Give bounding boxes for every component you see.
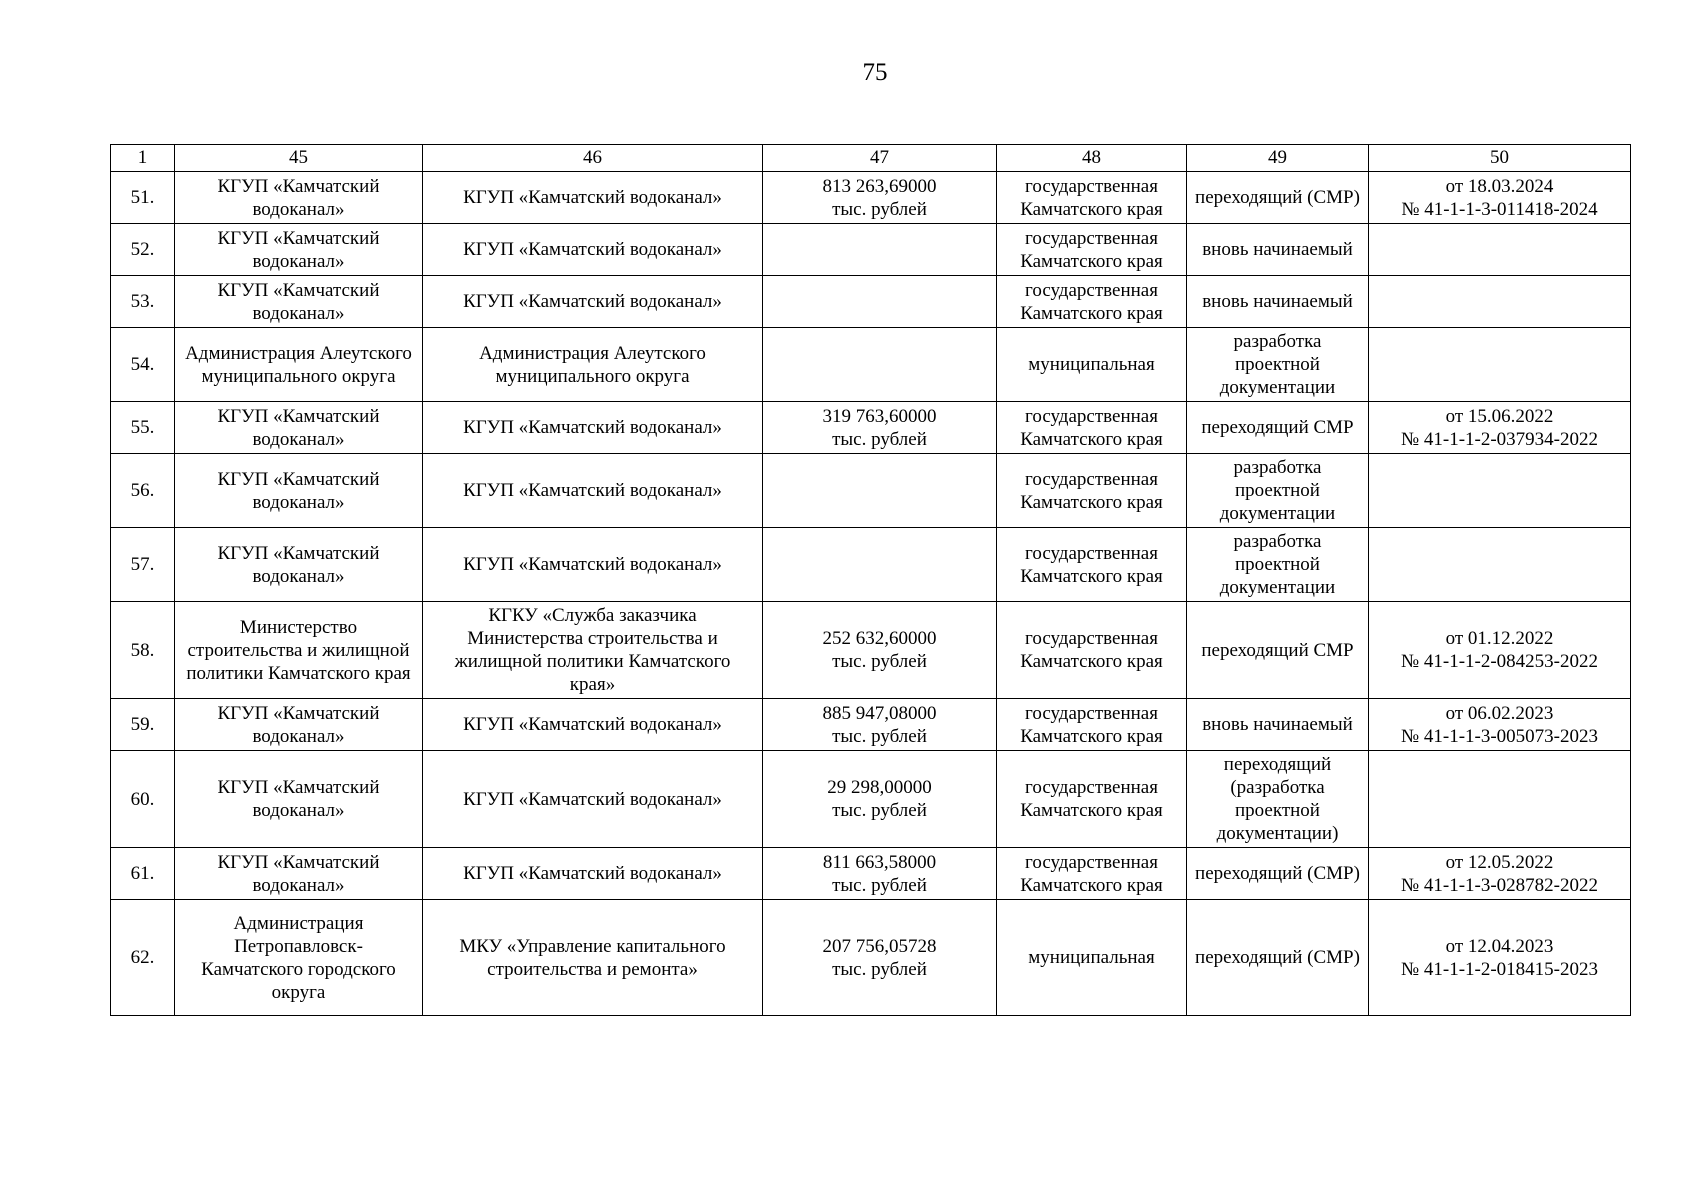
table-row: [111, 699, 1631, 751]
expertise-cell: [1369, 328, 1631, 402]
developer-cell: Администрация Алеутского муниципального округа: [423, 328, 763, 402]
ownership-cell: государственная Камчатского края: [997, 402, 1187, 454]
ownership-cell: государственная Камчатского края: [997, 454, 1187, 528]
developer-cell: КГУП «Камчатский водоканал»: [423, 454, 763, 528]
row-number-cell: 57.: [111, 528, 175, 602]
header-cell-46: 46: [423, 145, 763, 172]
developer-cell: КГУП «Камчатский водоканал»: [423, 848, 763, 900]
customer-cell: КГУП «Камчатский водоканал»: [175, 172, 423, 224]
developer-cell: КГУП «Камчатский водоканал»: [423, 224, 763, 276]
row-number-cell: 56.: [111, 454, 175, 528]
row-number-cell: 58.: [111, 602, 175, 699]
expertise-cell: от 01.12.2022 № 41-1-1-2-084253-2022: [1369, 602, 1631, 699]
status-cell: переходящий СМР: [1187, 402, 1369, 454]
expertise-cell: [1369, 528, 1631, 602]
customer-cell: КГУП «Камчатский водоканал»: [175, 528, 423, 602]
status-cell: разработка проектной документации: [1187, 328, 1369, 402]
status-cell: вновь начинаемый: [1187, 276, 1369, 328]
table-row: [111, 276, 1631, 328]
ownership-cell: государственная Камчатского края: [997, 602, 1187, 699]
expertise-cell: от 12.05.2022 № 41-1-1-3-028782-2022: [1369, 848, 1631, 900]
status-cell: разработка проектной документации: [1187, 454, 1369, 528]
developer-cell: МКУ «Управление капитального строительства и ремонта»: [423, 900, 763, 1016]
table-row: [111, 602, 1631, 699]
ownership-cell: государственная Камчатского края: [997, 751, 1187, 848]
expertise-cell: [1369, 276, 1631, 328]
page-number: 75: [862, 59, 888, 86]
status-cell: переходящий (СМР): [1187, 172, 1369, 224]
status-cell: переходящий (СМР): [1187, 900, 1369, 1016]
ownership-cell: государственная Камчатского края: [997, 528, 1187, 602]
ownership-cell: государственная Камчатского края: [997, 848, 1187, 900]
row-number-cell: 54.: [111, 328, 175, 402]
table-row: [111, 848, 1631, 900]
estimated-cost-cell: 319 763,60000 тыс. рублей: [763, 402, 997, 454]
status-cell: вновь начинаемый: [1187, 224, 1369, 276]
table-row: [111, 900, 1631, 1016]
table-header: [111, 145, 1631, 172]
customer-cell: КГУП «Камчатский водоканал»: [175, 276, 423, 328]
estimated-cost-cell: 811 663,58000 тыс. рублей: [763, 848, 997, 900]
developer-cell: КГКУ «Служба заказчика Министерства строительства и жилищной политики Камчатского края»: [423, 602, 763, 699]
status-cell: переходящий (разработка проектной документации): [1187, 751, 1369, 848]
table-row: [111, 172, 1631, 224]
developer-cell: КГУП «Камчатский водоканал»: [423, 172, 763, 224]
table-row: [111, 328, 1631, 402]
customer-cell: КГУП «Камчатский водоканал»: [175, 402, 423, 454]
status-cell: переходящий (СМР): [1187, 848, 1369, 900]
ownership-cell: государственная Камчатского края: [997, 172, 1187, 224]
customer-cell: КГУП «Камчатский водоканал»: [175, 699, 423, 751]
developer-cell: КГУП «Камчатский водоканал»: [423, 699, 763, 751]
header-cell-49: 49: [1187, 145, 1369, 172]
ownership-cell: муниципальная: [997, 900, 1187, 1016]
customer-cell: Администрация Алеутского муниципального округа: [175, 328, 423, 402]
estimated-cost-cell: [763, 328, 997, 402]
header-cell-45: 45: [175, 145, 423, 172]
customer-cell: КГУП «Камчатский водоканал»: [175, 224, 423, 276]
header-row: [111, 145, 1631, 172]
expertise-cell: [1369, 751, 1631, 848]
table-row: [111, 454, 1631, 528]
estimated-cost-cell: 252 632,60000 тыс. рублей: [763, 602, 997, 699]
ownership-cell: государственная Камчатского края: [997, 699, 1187, 751]
row-number-cell: 51.: [111, 172, 175, 224]
table-row: [111, 402, 1631, 454]
estimated-cost-cell: 29 298,00000 тыс. рублей: [763, 751, 997, 848]
row-number-cell: 53.: [111, 276, 175, 328]
estimated-cost-cell: 813 263,69000 тыс. рублей: [763, 172, 997, 224]
status-cell: разработка проектной документации: [1187, 528, 1369, 602]
ownership-cell: государственная Камчатского края: [997, 276, 1187, 328]
estimated-cost-cell: [763, 276, 997, 328]
ownership-cell: государственная Камчатского края: [997, 224, 1187, 276]
customer-cell: КГУП «Камчатский водоканал»: [175, 751, 423, 848]
estimated-cost-cell: [763, 224, 997, 276]
table-body: [111, 172, 1631, 1016]
header-cell-48: 48: [997, 145, 1187, 172]
expertise-cell: от 12.04.2023 № 41-1-1-2-018415-2023: [1369, 900, 1631, 1016]
registry-table: [110, 144, 1631, 1016]
table-row: [111, 751, 1631, 848]
row-number-cell: 55.: [111, 402, 175, 454]
expertise-cell: [1369, 224, 1631, 276]
row-number-cell: 60.: [111, 751, 175, 848]
estimated-cost-cell: [763, 454, 997, 528]
estimated-cost-cell: 207 756,05728 тыс. рублей: [763, 900, 997, 1016]
developer-cell: КГУП «Камчатский водоканал»: [423, 528, 763, 602]
row-number-cell: 61.: [111, 848, 175, 900]
customer-cell: Администрация Петропавловск- Камчатского городского округа: [175, 900, 423, 1016]
customer-cell: Министерство строительства и жилищной политики Камчатского края: [175, 602, 423, 699]
developer-cell: КГУП «Камчатский водоканал»: [423, 751, 763, 848]
table-row: [111, 224, 1631, 276]
header-cell-1: 1: [111, 145, 175, 172]
row-number-cell: 59.: [111, 699, 175, 751]
expertise-cell: [1369, 454, 1631, 528]
header-cell-50: 50: [1369, 145, 1631, 172]
customer-cell: КГУП «Камчатский водоканал»: [175, 848, 423, 900]
status-cell: переходящий СМР: [1187, 602, 1369, 699]
ownership-cell: муниципальная: [997, 328, 1187, 402]
row-number-cell: 62.: [111, 900, 175, 1016]
table-row: [111, 528, 1631, 602]
estimated-cost-cell: [763, 528, 997, 602]
developer-cell: КГУП «Камчатский водоканал»: [423, 402, 763, 454]
status-cell: вновь начинаемый: [1187, 699, 1369, 751]
developer-cell: КГУП «Камчатский водоканал»: [423, 276, 763, 328]
header-cell-47: 47: [763, 145, 997, 172]
estimated-cost-cell: 885 947,08000 тыс. рублей: [763, 699, 997, 751]
expertise-cell: от 06.02.2023 № 41-1-1-3-005073-2023: [1369, 699, 1631, 751]
customer-cell: КГУП «Камчатский водоканал»: [175, 454, 423, 528]
expertise-cell: от 15.06.2022 № 41-1-1-2-037934-2022: [1369, 402, 1631, 454]
expertise-cell: от 18.03.2024 № 41-1-1-3-011418-2024: [1369, 172, 1631, 224]
row-number-cell: 52.: [111, 224, 175, 276]
